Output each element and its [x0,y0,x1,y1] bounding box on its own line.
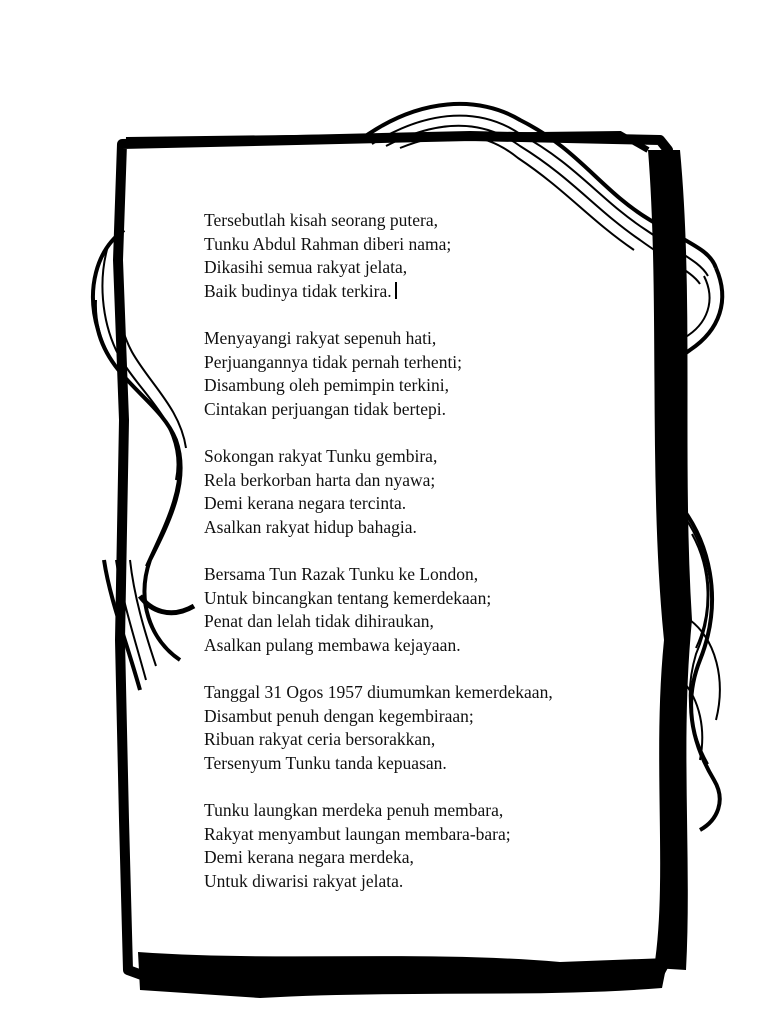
poem-line: Demi kerana negara tercinta. [204,493,407,513]
poem-line: Sokongan rakyat Tunku gembira, [204,446,438,466]
poem-line: Baik budinya tidak terkira. [204,280,392,301]
stanza-6 [204,799,644,893]
poem-line: Dikasihi semua rakyat jelata, [204,257,408,277]
ribbon-left [93,230,194,690]
stanza-4 [204,563,644,657]
poem-line: Bersama Tun Razak Tunku ke London, [204,564,479,584]
poem-line-with-caret[interactable] [204,280,644,304]
stanza-3 [204,445,644,539]
poem-line: Cintakan perjuangan tidak bertepi. [204,398,447,419]
poem-line: Tersenyum Tunku tanda kepuasan. [204,752,447,773]
poem-line: Asalkan rakyat hidup bahagia. [204,516,417,537]
poem-line: Rakyat menyambut laungan membara-bara; [204,823,511,844]
poem-line: Perjuangannya tidak pernah terhenti; [204,351,463,372]
frame-shadow-right [648,150,692,970]
poem-line: Asalkan pulang membawa kejayaan. [204,634,461,655]
poem-line: Tanggal 31 Ogos 1957 diumumkan kemerdekaan, [204,682,553,702]
poem-line: Tunku laungkan merdeka penuh membara, [204,800,504,820]
poem-line: Menyayangi rakyat sepenuh hati, [204,328,437,348]
poem-line: Ribuan rakyat ceria bersorakkan, [204,729,436,749]
poem-text [204,209,644,917]
stanza-5 [204,681,644,775]
poem-line: Disambung oleh pemimpin terkini, [204,375,449,395]
poem-line: Disambut penuh dengan kegembiraan; [204,705,474,726]
frame-shadow-bottom [138,952,668,998]
stanza-2 [204,327,644,421]
stanza-1 [204,209,644,303]
poem-line: Tersebutlah kisah seorang putera, [204,210,438,230]
text-cursor-icon [395,282,397,299]
poem-line: Tunku Abdul Rahman diberi nama; [204,233,452,254]
poem-line: Penat dan lelah tidak dihiraukan, [204,611,434,631]
poem-line: Untuk bincangkan tentang kemerdekaan; [204,587,492,608]
poem-line: Untuk diwarisi rakyat jelata. [204,870,404,891]
poem-line: Demi kerana negara merdeka, [204,847,414,867]
poem-line: Rela berkorban harta dan nyawa; [204,469,436,490]
